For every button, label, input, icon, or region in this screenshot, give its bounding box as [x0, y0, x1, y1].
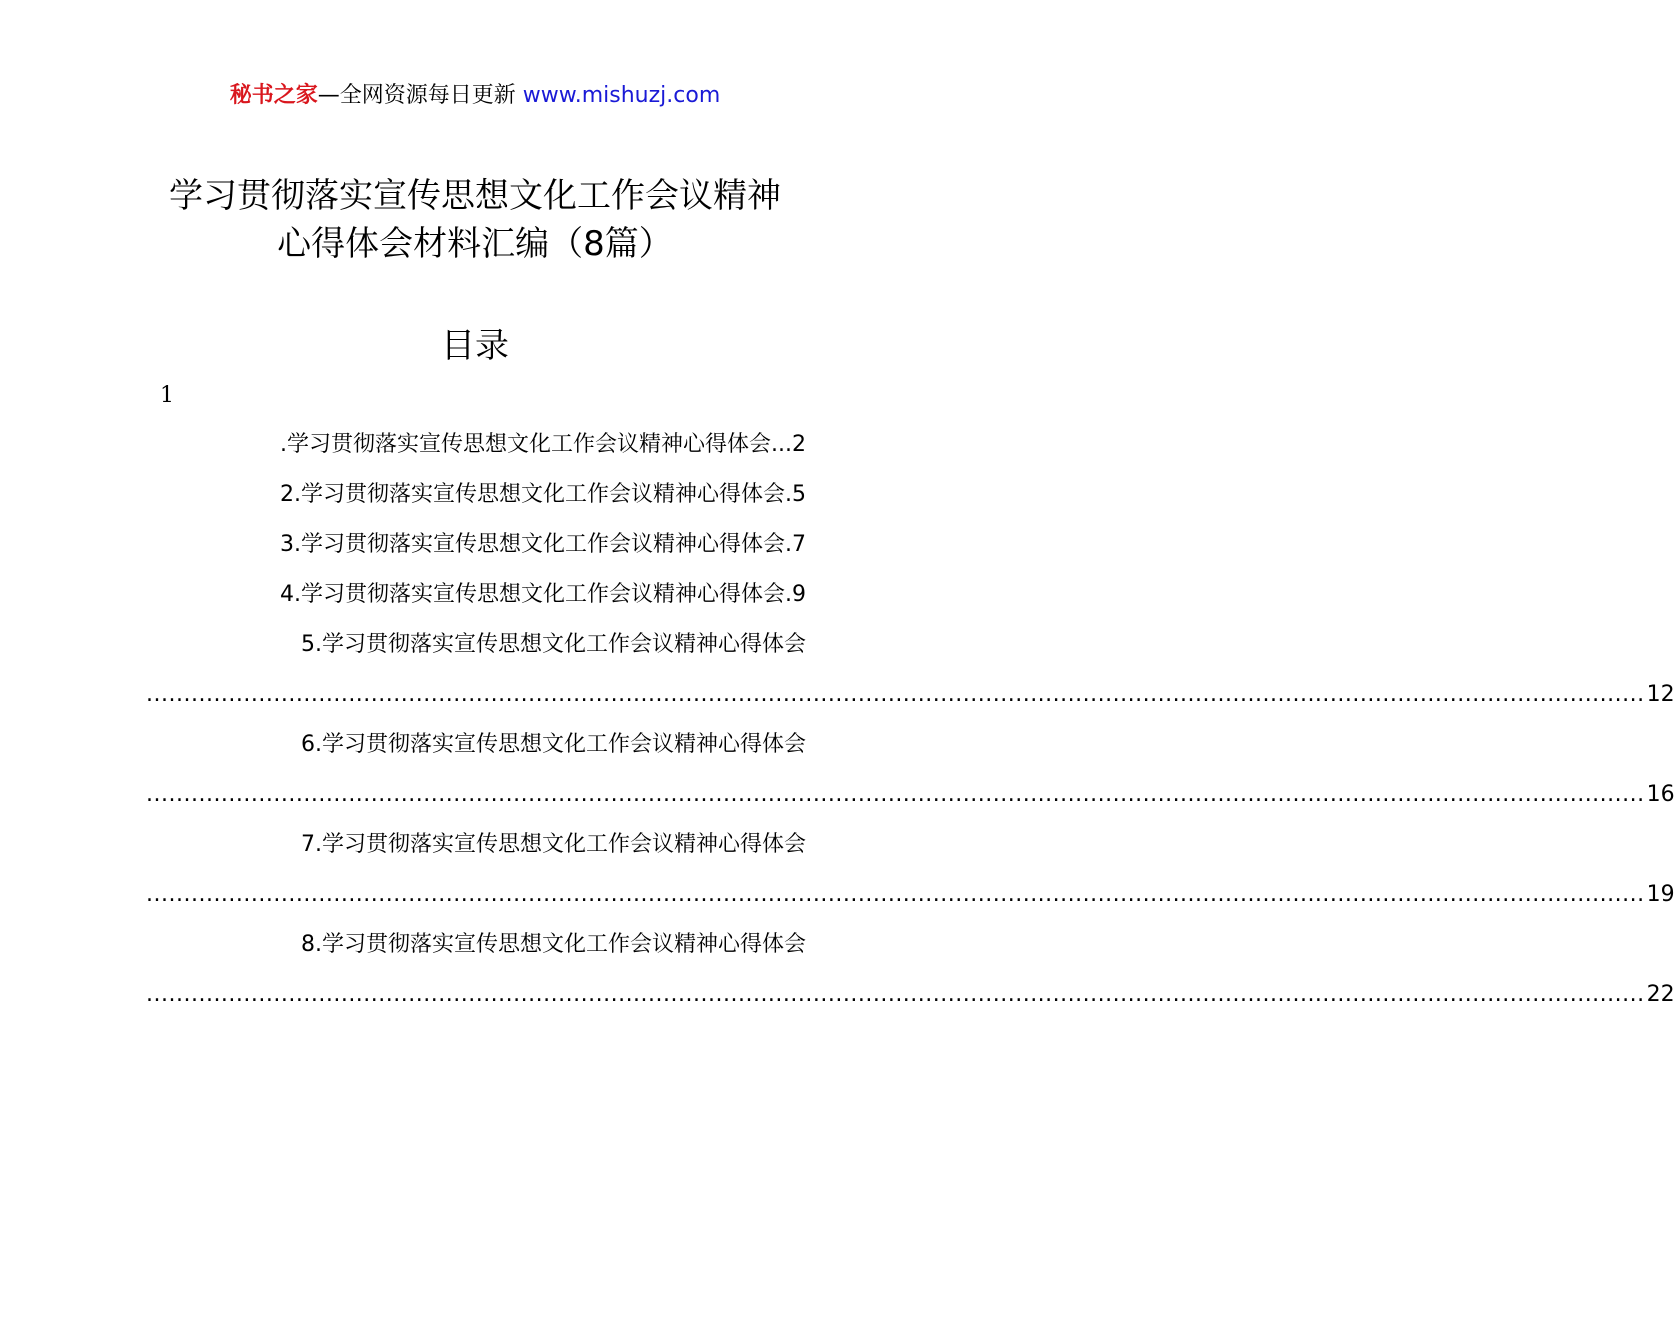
dot-leader: ........................................................................................................................................................................................................ [146, 982, 1645, 1007]
header-slogan: —全网资源每日更新 [317, 83, 516, 108]
toc-entry-6-page[interactable]: 16 [1646, 782, 1675, 807]
site-url[interactable]: www.mishuzj.com [515, 83, 721, 108]
toc-entry-6-page-row [146, 770, 1675, 820]
document-title [0, 172, 950, 268]
dot-leader: ........................................................................................................................................................................................................ [146, 682, 1645, 707]
dot-leader: ........................................................................................................................................................................................................ [146, 782, 1645, 807]
dot-leader: ........................................................................................................................................................................................................ [146, 882, 1645, 907]
toc-entry-3[interactable]: 3.学习贯彻落实宣传思想文化工作会议精神心得体会.7 [280, 532, 806, 557]
toc-entry-2[interactable]: 2.学习贯彻落实宣传思想文化工作会议精神心得体会.5 [280, 482, 806, 507]
title-line-1: 学习贯彻落实宣传思想文化工作会议精神 [169, 176, 781, 216]
toc-entry-7-page-row [146, 870, 1675, 920]
toc-entry-7[interactable]: 7.学习贯彻落实宣传思想文化工作会议精神心得体会 [301, 832, 806, 857]
toc-entry-8-page[interactable]: 22 [1646, 982, 1675, 1007]
toc-entry-6[interactable]: 6.学习贯彻落实宣传思想文化工作会议精神心得体会 [301, 732, 806, 757]
toc-entry-5-page-row [146, 670, 1675, 720]
toc-entry-8[interactable]: 8.学习贯彻落实宣传思想文化工作会议精神心得体会 [301, 932, 806, 957]
brand-name: 秘书之家 [229, 83, 318, 108]
table-of-contents [146, 420, 1675, 1020]
toc-entry-8-page-row [146, 970, 1675, 1020]
toc-entry-4[interactable]: 4.学习贯彻落实宣传思想文化工作会议精神心得体会.9 [280, 582, 806, 607]
title-line-2: 心得体会材料汇编（8篇） [277, 224, 673, 264]
toc-heading: 目录 [441, 326, 509, 366]
site-header [0, 82, 950, 110]
stray-number: 1 [160, 383, 174, 408]
toc-entry-1[interactable]: .学习贯彻落实宣传思想文化工作会议精神心得体会...2 [280, 432, 806, 457]
toc-entry-5[interactable]: 5.学习贯彻落实宣传思想文化工作会议精神心得体会 [301, 632, 806, 657]
toc-entry-5-page[interactable]: 12 [1646, 682, 1675, 707]
toc-entry-7-page[interactable]: 19 [1646, 882, 1675, 907]
